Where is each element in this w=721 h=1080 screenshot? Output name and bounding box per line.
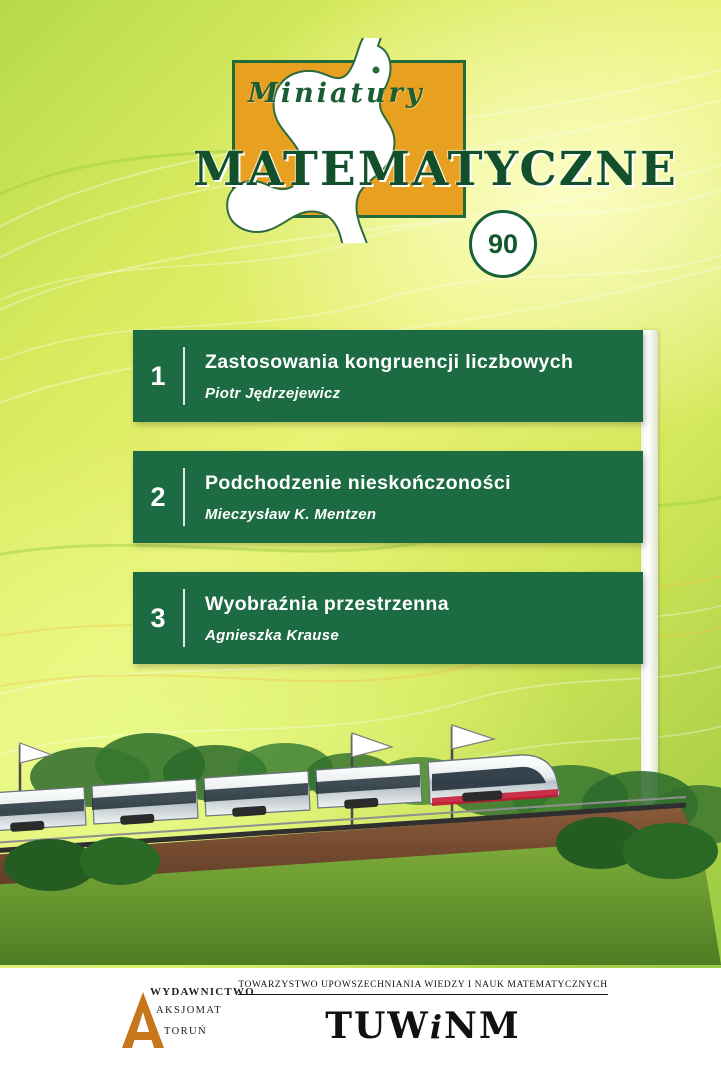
society-abbr-part3: NM bbox=[444, 1005, 521, 1047]
embankment bbox=[0, 807, 700, 895]
item-body bbox=[185, 351, 573, 402]
catenary-masts bbox=[20, 727, 452, 830]
masthead-title: MATEMATYCZNE bbox=[193, 142, 678, 197]
society-logo bbox=[238, 980, 608, 1047]
train bbox=[0, 755, 560, 832]
catenary-flags bbox=[20, 725, 494, 763]
trees-foreground bbox=[4, 817, 718, 891]
society-abbr-part2: i bbox=[429, 1008, 444, 1046]
rail-top bbox=[0, 797, 686, 843]
rail bbox=[0, 805, 686, 851]
masthead-subtitle: Miniatury bbox=[248, 78, 425, 109]
kangaroo-icon bbox=[180, 38, 480, 243]
item-title: Podchodzenie nieskończoności bbox=[205, 471, 511, 494]
item-number: 1 bbox=[150, 360, 166, 391]
item-title: Wyobraźnia przestrzenna bbox=[205, 592, 449, 615]
item-title: Zastosowania kongruencji liczbowych bbox=[205, 350, 574, 373]
society-full-name: TOWARZYSTWO UPOWSZECHNIANIA WIEDZY I NAUK MATEMATYCZNYCH bbox=[238, 980, 608, 995]
signpost-pole bbox=[641, 330, 658, 930]
item-author: Agnieszka Krause bbox=[205, 626, 340, 644]
item-author: Mieczysław K. Mentzen bbox=[205, 505, 377, 523]
list-item[interactable] bbox=[133, 330, 643, 422]
item-body bbox=[185, 472, 511, 523]
publisher-line-2: AKSJOMAT bbox=[156, 1005, 223, 1016]
issue-number-badge: 90 bbox=[469, 210, 537, 278]
contents-list bbox=[133, 330, 643, 693]
item-author: Piotr Jędrzejewicz bbox=[205, 384, 341, 402]
ground bbox=[0, 837, 721, 965]
publisher-line-3: TORUŃ bbox=[164, 1026, 207, 1037]
list-item[interactable] bbox=[133, 572, 643, 664]
item-number: 3 bbox=[150, 602, 166, 633]
item-body bbox=[185, 593, 449, 644]
list-item[interactable] bbox=[133, 451, 643, 543]
society-abbr-part1: TUW bbox=[325, 1005, 430, 1047]
masthead bbox=[0, 38, 721, 259]
society-abbreviation bbox=[238, 1005, 608, 1047]
train-illustration bbox=[0, 665, 721, 965]
trees-background bbox=[30, 733, 721, 845]
footer bbox=[0, 968, 721, 1080]
item-number: 2 bbox=[150, 481, 166, 512]
publisher-line-1: WYDAWNICTWO bbox=[150, 986, 255, 998]
